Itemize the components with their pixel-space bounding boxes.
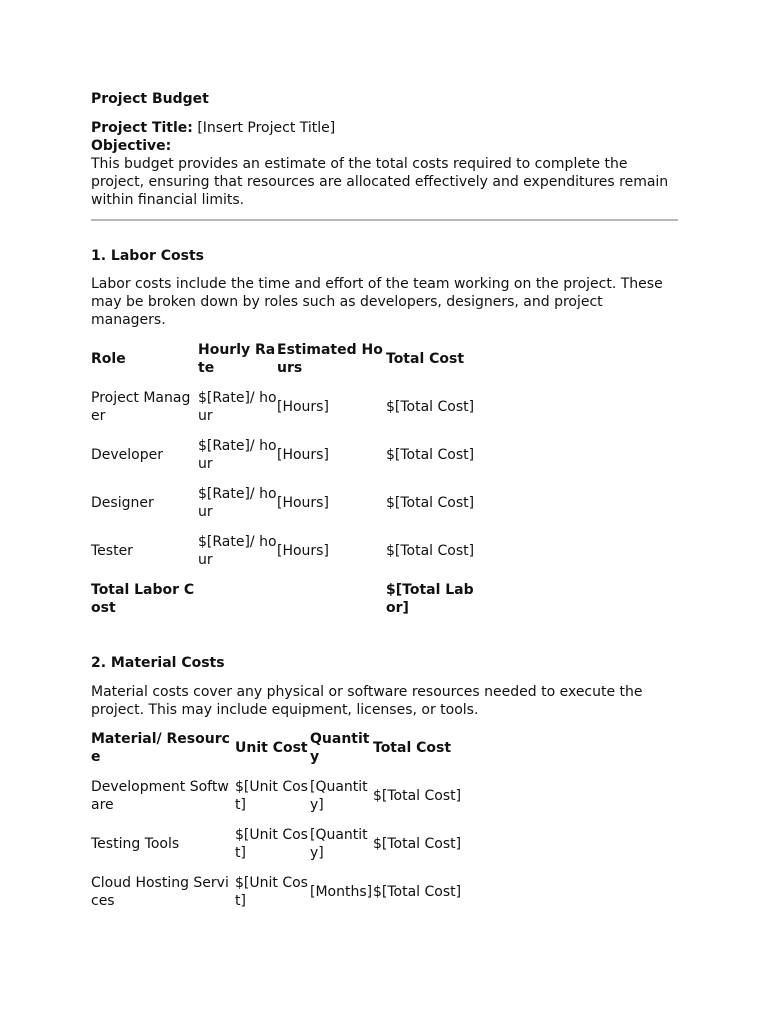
project-title-line [91, 119, 678, 137]
total-cell: $[Total Cost] [386, 543, 475, 559]
table-row [91, 431, 476, 479]
total-cell: $[Total Cost] [373, 884, 462, 900]
rate-cell: $[Rate]/ hour [198, 390, 277, 424]
material-cell: Development Software [91, 779, 229, 813]
rate-cell: $[Rate]/ hour [198, 534, 277, 568]
material-cell: Testing Tools [91, 836, 180, 852]
table-row [91, 479, 476, 527]
column-header: Hourly Rate [198, 342, 276, 376]
material-table-header-row [91, 724, 463, 772]
column-header: Estimated Hours [277, 342, 383, 376]
column-header: Material/ Resource [91, 731, 230, 765]
total-cell: $[Total Cost] [386, 399, 475, 415]
total-labor-value: $[Total Labor] [386, 582, 474, 616]
hours-cell: [Hours] [277, 447, 329, 463]
table-row [91, 820, 463, 868]
quantity-cell: [Months] [310, 884, 373, 900]
material-cell: Cloud Hosting Services [91, 875, 229, 909]
hours-cell: [Hours] [277, 495, 329, 511]
labor-costs-heading: 1. Labor Costs [91, 248, 204, 264]
role-cell: Designer [91, 495, 154, 511]
rate-cell: $[Rate]/ hour [198, 486, 277, 520]
quantity-cell: [Quantity] [310, 779, 368, 813]
objective-text: This budget provides an estimate of the total costs required to complete the project, ensuring that resources are allocated effectively and expenditures remain within financial limits. [91, 156, 669, 208]
role-cell: Project Manager [91, 390, 191, 424]
column-header: Total Cost [373, 740, 452, 756]
document-page [91, 90, 678, 916]
material-costs-description: Material costs cover any physical or software resources needed to execute the project. This may include equipment, licenses, or tools. [91, 684, 643, 718]
role-cell: Tester [91, 543, 133, 559]
table-row [91, 868, 463, 916]
labor-table-header-row [91, 335, 476, 383]
unit-cost-cell: $[Unit Cost] [235, 827, 308, 861]
table-row [91, 527, 476, 575]
hours-cell: [Hours] [277, 399, 329, 415]
unit-cost-cell: $[Unit Cost] [235, 779, 308, 813]
unit-cost-cell: $[Unit Cost] [235, 875, 308, 909]
role-cell: Developer [91, 447, 164, 463]
project-title-label: Project Title: [91, 120, 193, 136]
project-title-value: [Insert Project Title] [192, 120, 336, 136]
table-row [91, 772, 463, 820]
column-header: Unit Cost [235, 740, 308, 756]
labor-total-row [91, 575, 476, 623]
table-row [91, 383, 476, 431]
hours-cell: [Hours] [277, 543, 329, 559]
rate-cell: $[Rate]/ hour [198, 438, 277, 472]
total-cell: $[Total Cost] [386, 447, 475, 463]
column-header: Total Cost [386, 351, 465, 367]
total-cell: $[Total Cost] [373, 788, 462, 804]
column-header: Role [91, 351, 126, 367]
quantity-cell: [Quantity] [310, 827, 368, 861]
material-costs-table [91, 724, 463, 916]
material-costs-heading: 2. Material Costs [91, 655, 225, 671]
labor-costs-description: Labor costs include the time and effort of the team working on the project. These may be broken down by roles such as developers, designers, and project managers. [91, 276, 663, 328]
document-title: Project Budget [91, 91, 209, 107]
column-header: Quantity [310, 731, 370, 765]
total-cell: $[Total Cost] [386, 495, 475, 511]
total-cell: $[Total Cost] [373, 836, 462, 852]
objective-label: Objective: [91, 138, 172, 154]
total-labor-label: Total Labor Cost [91, 582, 195, 616]
labor-costs-table [91, 335, 476, 623]
section-divider [91, 219, 678, 221]
